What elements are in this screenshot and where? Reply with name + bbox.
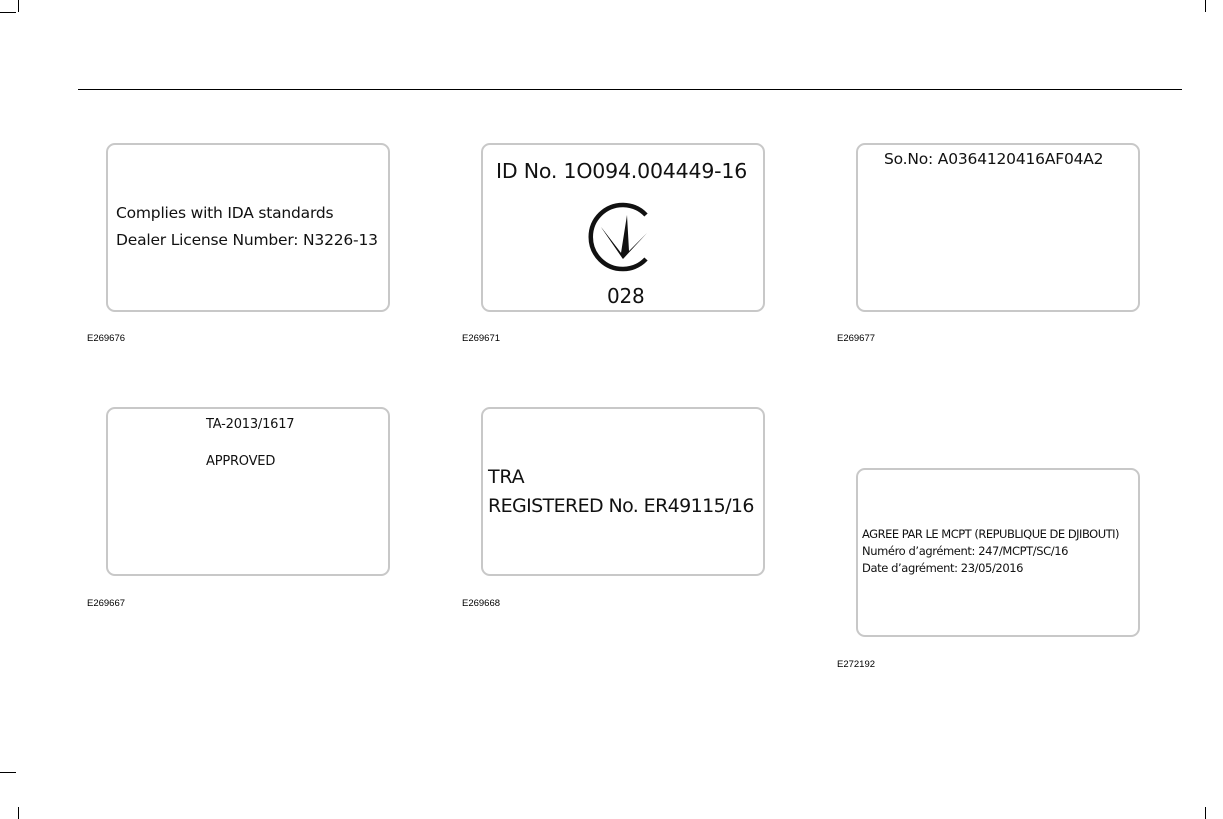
crop-mark-top-left-v	[18, 0, 19, 12]
tra-text: TRA	[488, 466, 525, 488]
figure-caption: E269668	[462, 598, 501, 609]
ta-number-text: TA-2013/1617	[206, 417, 295, 432]
mark-code-text: 028	[607, 284, 645, 308]
mcpt-approval-text: AGREE PAR LE MCPT (REPUBLIQUE DE DJIBOUTI)	[862, 527, 1120, 541]
id-number-text: ID No. 1O094.004449-16	[496, 159, 748, 183]
ukraine-certification-label	[481, 143, 765, 312]
crop-mark-top-right-v	[1205, 0, 1206, 12]
figure-caption: E269677	[837, 333, 876, 344]
djibouti-approval-label	[856, 468, 1140, 637]
serial-number-text: So.No: A0364120416AF04A2	[884, 150, 1104, 168]
ida-compliance-label	[106, 143, 390, 312]
figure-caption: E272192	[837, 659, 876, 670]
crop-mark-bottom-right-v	[1205, 807, 1206, 819]
approval-date-text: Date d’agrément: 23/05/2016	[862, 561, 1024, 575]
figure-caption: E269671	[462, 333, 501, 344]
tra-registered-number-text: REGISTERED No. ER49115/16	[488, 495, 754, 517]
header-rule	[78, 89, 1182, 90]
crop-mark-top-left-h	[0, 12, 16, 13]
serial-number-label	[856, 143, 1140, 312]
ukrsepro-conformity-mark-icon	[583, 197, 663, 277]
ida-standards-text: Complies with IDA standards	[116, 204, 334, 222]
crop-mark-bottom-left-h	[0, 772, 16, 773]
figure-caption: E269676	[87, 333, 126, 344]
crop-mark-bottom-left-v	[18, 807, 19, 819]
figure-caption: E269667	[87, 598, 126, 609]
tra-registration-label	[481, 407, 765, 576]
approved-text: APPROVED	[206, 454, 276, 469]
approval-number-text: Numéro d’agrément: 247/MCPT/SC/16	[862, 544, 1069, 558]
ta-approval-label	[106, 407, 390, 576]
dealer-license-text: Dealer License Number: N3226-13	[116, 231, 378, 249]
